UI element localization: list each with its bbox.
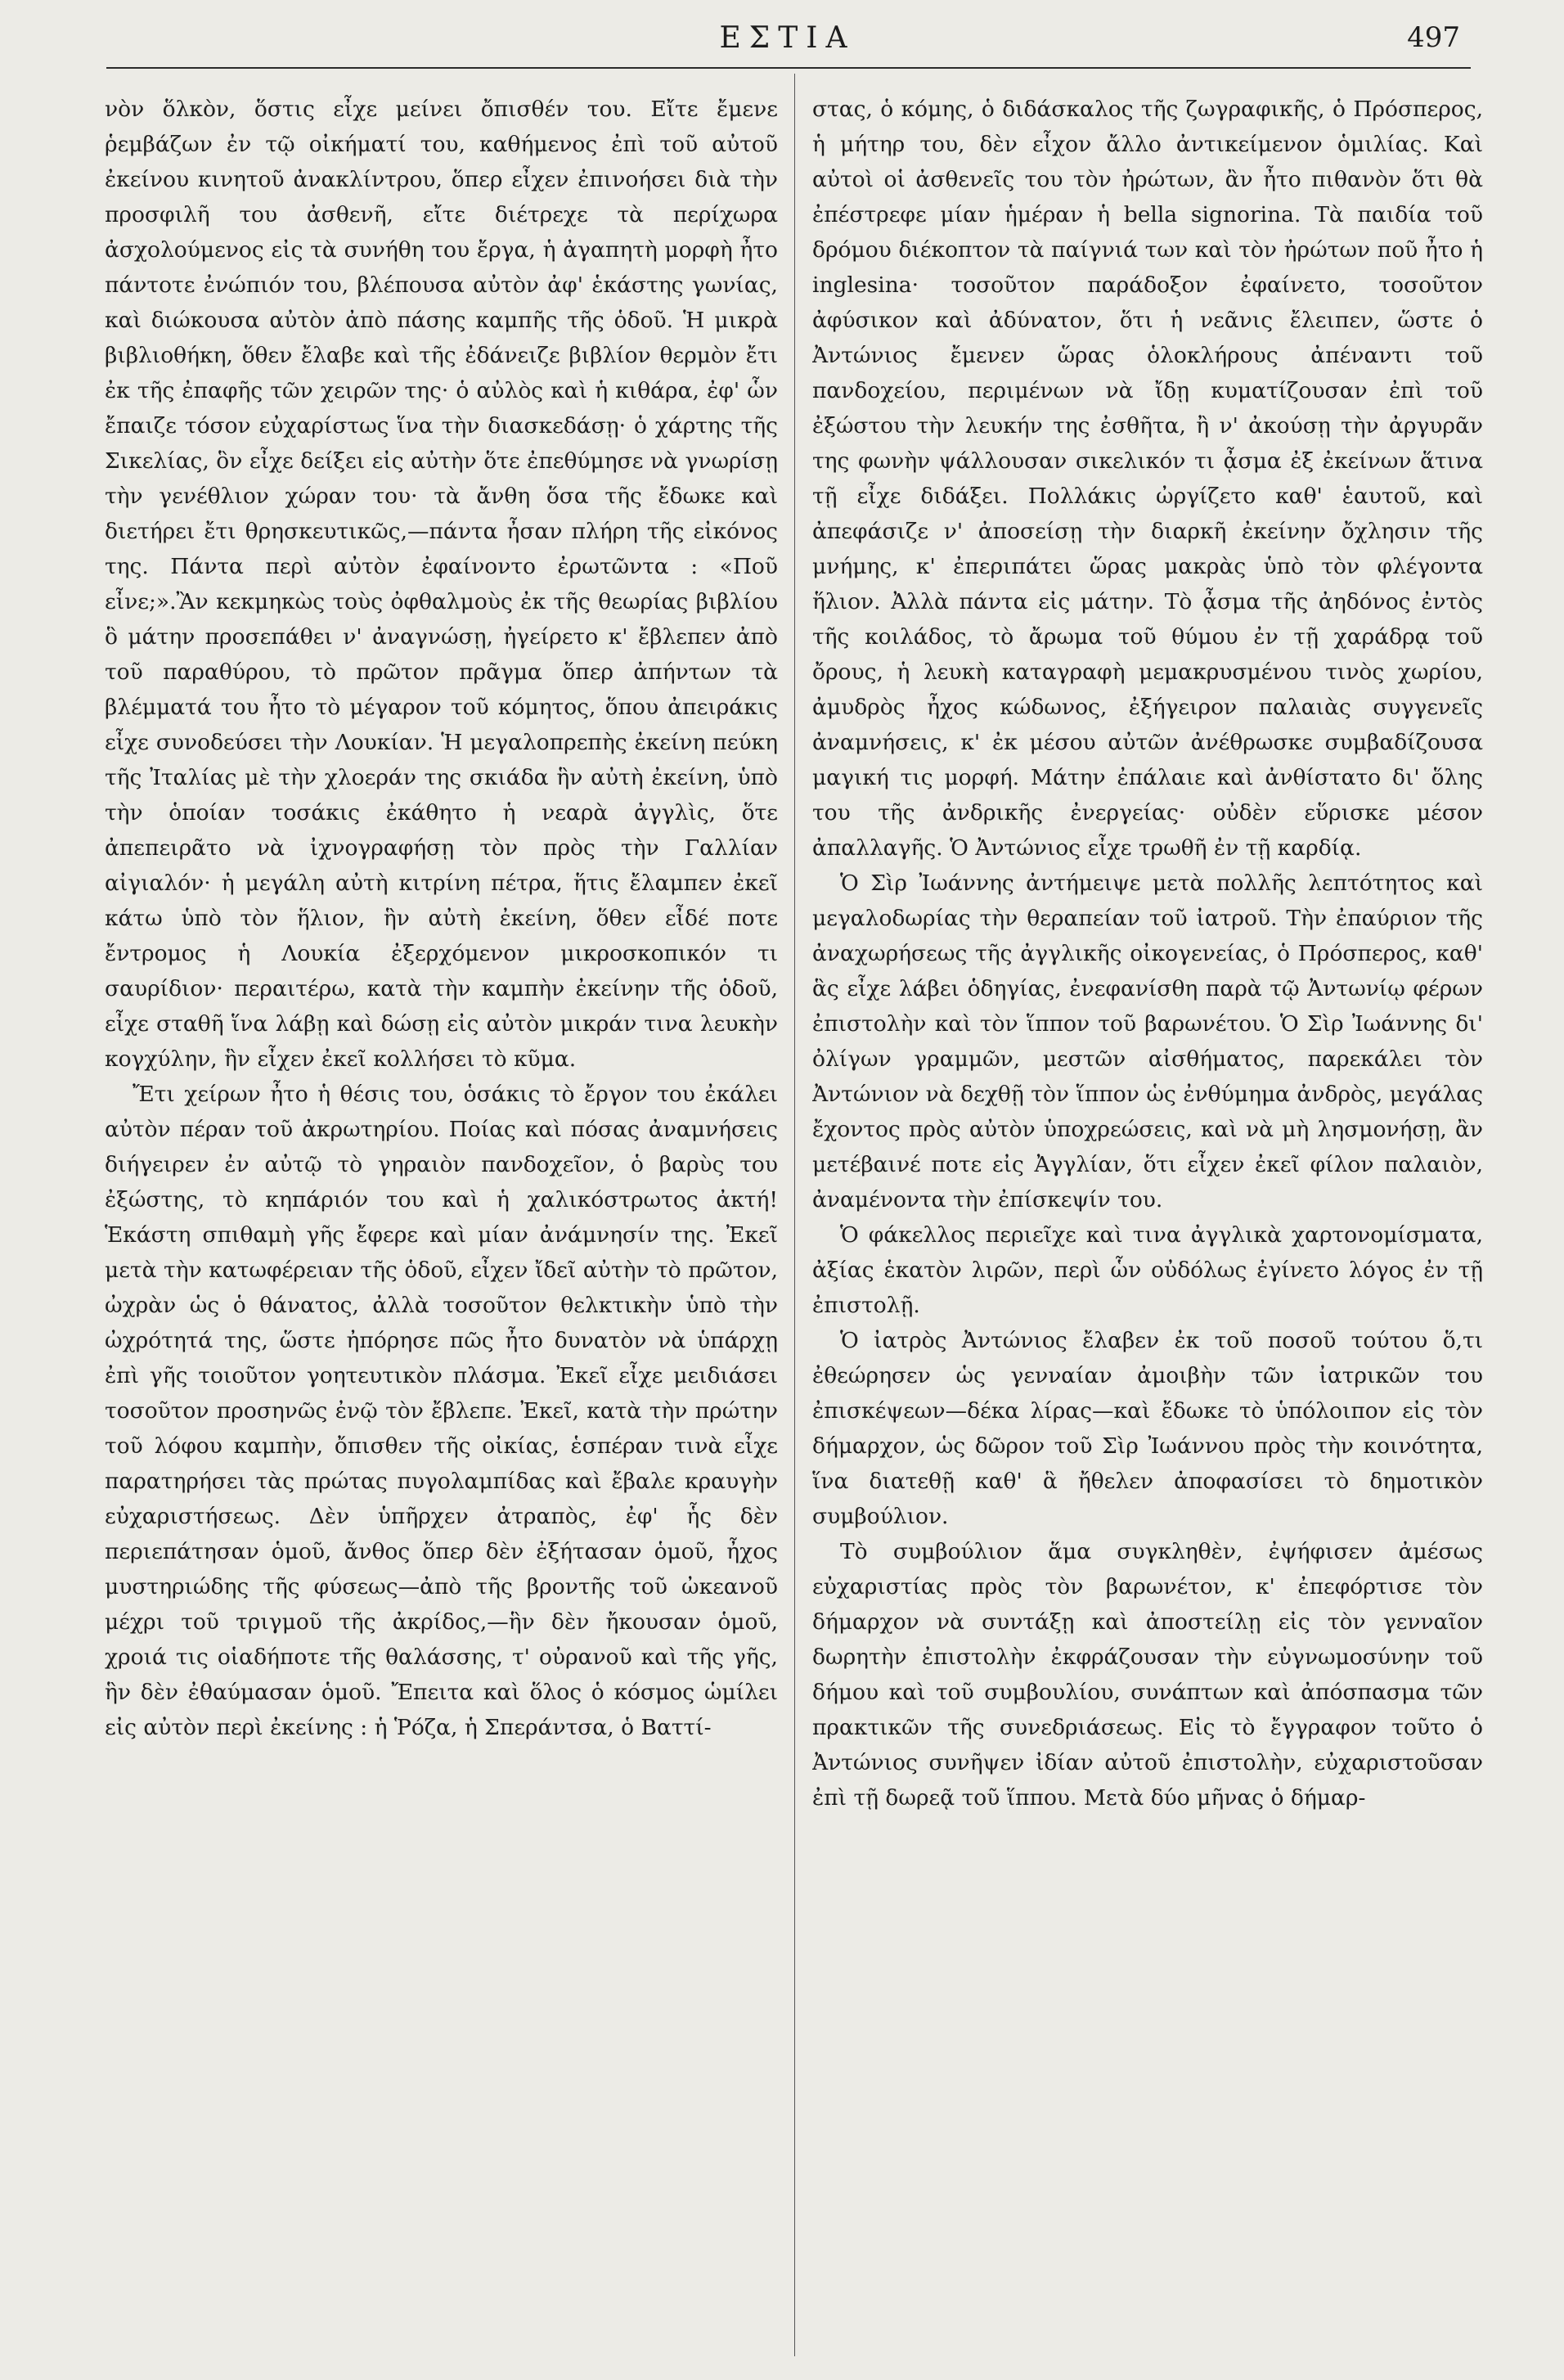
paragraph: Τὸ συμβούλιον ἅμα συγκληθὲν, ἐψήφισεν ἀμέσως εὐχαριστίας πρὸς τὸν βαρωνέτον, κ' ἐπεφόρτισε τὸν δήμαρχον νὰ συντάξῃ καὶ ἀποστείλῃ εἰς τὸν γενναῖον δωρητὴν ἐπιστολὴν ἐκφράζουσαν τὴν εὐγνωμοσύνην τοῦ δήμου καὶ τοῦ συμβουλίου, συνάπτων καὶ ἀπόσπασμα τῶν πρακτικῶν τῆς συνεδριάσεως. Εἰς τὸ ἔγγραφον τοῦτο ὁ Ἀντώνιος συνῆψεν ἰδίαν αὐτοῦ ἐπιστολὴν, εὐχαριστοῦσαν ἐπὶ τῇ δωρεᾷ τοῦ ἵππου. Μετὰ δύο μῆνας ὁ δήμαρ-	[812, 1539, 1483, 1811]
journal-title: ΕΣΤΙΑ	[719, 21, 856, 55]
paragraph: Ὁ ἰατρὸς Ἀντώνιος ἔλαβεν ἐκ τοῦ ποσοῦ τούτου ὅ,τι ἐθεώρησεν ὡς γενναίαν ἀμοιβὴν τῶν ἰατρικῶν του ἐπισκέψεων—δέκα λίρας—καὶ ἔδωκε τὸ ὑπόλοιπον εἰς τὸν δήμαρχον, ὡς δῶρον τοῦ Σὶρ Ἰωάννου πρὸς τὴν κοινότητα, ἵνα διατεθῇ καθ' ἃ ἤθελεν ἀποφασίσει τὸ δημοτικὸν συμβούλιον.	[812, 1328, 1483, 1529]
header-rule	[106, 67, 1471, 69]
left-column	[105, 92, 778, 2358]
paragraph: νὸν ὅλκὸν, ὅστις εἶχε μείνει ὄπισθέν του. Εἴτε ἔμενε ῥεμβάζων ἐν τῷ οἰκήματί του, καθήμενος ἐπὶ τοῦ αὐτοῦ ἐκείνου κινητοῦ ἀνακλίντρου, ὅπερ εἶχεν ἐπινοήσει διὰ τὴν προσφιλῆ του ἀσθενῆ, εἴτε διέτρεχε τὰ περίχωρα ἀσχολούμενος εἰς τὰ συνήθη του ἔργα, ἡ ἀγαπητὴ μορφὴ ἦτο πάντοτε ἐνώπιόν του, βλέπουσα αὐτὸν ἀφ' ἑκάστης γωνίας, καὶ διώκουσα αὐτὸν ἀπὸ πάσης καμπῆς τῆς ὁδοῦ. Ἡ μικρὰ βιβλιοθήκη, ὅθεν ἔλαβε καὶ τῆς ἐδάνειζε βιβλίον θερμὸν ἔτι ἐκ τῆς ἐπαφῆς τῶν χειρῶν της· ὁ αὐλὸς καὶ ἡ κιθάρα, ἐφ' ὧν ἔπαιζε τόσον εὐχαρίστως ἵνα τὴν διασκεδάσῃ· ὁ χάρτης τῆς Σικελίας, ὃν εἶχε δείξει εἰς αὐτὴν ὅτε ἐπεθύμησε νὰ γνωρίσῃ τὴν γενέθλιον χώραν του· τὰ ἄνθη ὅσα τῆς ἔδωκε καὶ διετήρει ἔτι θρησκευτικῶς,—πάντα ἦσαν πλήρη τῆς εἰκόνος της. Πάντα περὶ αὐτὸν ἐφαίνοντο ἐρωτῶντα : «Ποῦ εἶνε;».Ἂν κεκμηκὼς τοὺς ὀφθαλμοὺς ἐκ τῆς θεωρίας βιβλίου ὃ μάτην προσεπάθει ν' ἀναγνώσῃ, ἠγείρετο κ' ἔβλεπεν ἀπὸ τοῦ παραθύρου, τὸ πρῶτον πρᾶγμα ὅπερ ἀπήντων τὰ βλέμματά του ἦτο τὸ μέγαρον τοῦ κόμητος, ὅπου ἀπειράκις εἶχε συνοδεύσει τὴν Λουκίαν. Ἡ μεγαλοπρεπὴς ἐκείνη πεύκη τῆς Ἰταλίας μὲ τὴν χλοεράν της σκιάδα ἣν αὐτὴ ἐκείνη, ὑπὸ τὴν ὁποίαν τοσάκις ἐκάθητο ἡ νεαρὰ ἀγγλὶς, ὅτε ἀπεπειρᾶτο νὰ ἰχνογραφήσῃ τὸν πρὸς τὴν Γαλλίαν αἰγιαλόν· ἡ μεγάλη αὐτὴ κιτρίνη πέτρα, ἥτις ἔλαμπεν ἐκεῖ κάτω ὑπὸ τὸν ἥλιον, ἣν αὐτὴ ἐκείνη, ὅθεν εἶδέ ποτε ἔντρομος ἡ Λουκία ἐξερχόμενον μικροσκοπικόν τι σαυρίδιον· περαιτέρω, κατὰ τὴν καμπὴν ἐκείνην τῆς ὁδοῦ, εἶχε σταθῆ ἵνα λάβῃ καὶ δώσῃ εἰς αὐτὸν μικράν τινα λευκὴν κογχύλην, ἣν εἶχεν ἐκεῖ κολλήσει τὸ κῦμα.	[105, 97, 778, 1072]
right-column	[812, 92, 1483, 2358]
paragraph: Ἔτι χείρων ἦτο ἡ θέσις του, ὁσάκις τὸ ἔργον του ἐκάλει αὐτὸν πέραν τοῦ ἀκρωτηρίου. Ποίας καὶ πόσας ἀναμνήσεις διήγειρεν ἐν αὐτῷ τὸ γηραιὸν πανδοχεῖον, ὁ βαρὺς του ἐξώστης, τὸ κηπάριόν του καὶ ἡ χαλικόστρωτος ἀκτή! Ἑκάστη σπιθαμὴ γῆς ἔφερε καὶ μίαν ἀνάμνησίν της. Ἐκεῖ μετὰ τὴν κατωφέρειαν τῆς ὁδοῦ, εἶχεν ἴδεῖ αὐτὴν τὸ πρῶτον, ὠχρὰν ὡς ὁ θάνατος, ἀλλὰ τοσοῦτον θελκτικὴν ὑπὸ τὴν ὠχρότητά της, ὥστε ἠπόρησε πῶς ἦτο δυνατὸν νὰ ὑπάρχῃ ἐπὶ γῆς τοιοῦτον γοητευτικὸν πλάσμα. Ἐκεῖ εἶχε μειδιάσει τοσοῦτον προσηνῶς ἐνῷ τὸν ἔβλεπε. Ἐκεῖ, κατὰ τὴν πρώτην τοῦ λόφου καμπὴν, ὄπισθεν τῆς οἰκίας, ἑσπέραν τινὰ εἶχε παρατηρήσει τὰς πρώτας πυγολαμπίδας καὶ ἔβαλε κραυγὴν εὐχαριστήσεως. Δὲν ὑπῆρχεν ἀτραπὸς, ἐφ' ἧς δὲν περιεπάτησαν ὁμοῦ, ἄνθος ὅπερ δὲν ἐξήτασαν ὁμοῦ, ἦχος μυστηριώδης τῆς φύσεως—ἀπὸ τῆς βροντῆς τοῦ ὠκεανοῦ μέχρι τοῦ τριγμοῦ τῆς ἀκρίδος,—ἣν δὲν ἤκουσαν ὁμοῦ, χροιά τις οἱαδήποτε τῆς θαλάσσης, τ' οὐρανοῦ καὶ τῆς γῆς, ἣν δὲν ἐθαύμασαν ὁμοῦ. Ἔπειτα καὶ ὅλος ὁ κόσμος ὡμίλει εἰς αὐτὸν περὶ ἐκείνης : ἡ Ῥόζα, ἡ Σπεράντσα, ὁ Βαττί-	[105, 1082, 778, 1740]
paragraph: Ὁ φάκελλος περιεῖχε καὶ τινα ἀγγλικὰ χαρτονομίσματα, ἀξίας ἑκατὸν λιρῶν, περὶ ὧν οὐδόλως ἐγίνετο λόγος ἐν τῇ ἐπιστολῇ.	[812, 1222, 1483, 1318]
paragraph: Ὁ Σὶρ Ἰωάννης ἀντήμειψε μετὰ πολλῆς λεπτότητος καὶ μεγαλοδωρίας τὴν θεραπείαν τοῦ ἰατροῦ. Τὴν ἐπαύριον τῆς ἀναχωρήσεως τῆς ἀγγλικῆς οἰκογενείας, ὁ Πρόσπερος, καθ' ἃς εἶχε λάβει ὁδηγίας, ἐνεφανίσθη παρὰ τῷ Ἀντωνίῳ φέρων ἐπιστολὴν καὶ τὸν ἵππον τοῦ βαρωνέτου. Ὁ Σὶρ Ἰωάννης δι' ὀλίγων γραμμῶν, μεστῶν αἰσθήματος, παρεκάλει τὸν Ἀντώνιον νὰ δεχθῇ τὸν ἵππον ὡς ἐνθύμημα ἀνδρὸς, μεγάλας ἔχοντος πρὸς αὐτὸν ὑποχρεώσεις, καὶ νὰ μὴ λησμονήσῃ, ἂν μετέβαινέ ποτε εἰς Ἀγγλίαν, ὅτι εἶχεν ἐκεῖ φίλον παλαιὸν, ἀναμένοντα τὴν ἐπίσκεψίν του.	[812, 871, 1483, 1212]
column-divider	[794, 74, 795, 2356]
page-header	[106, 15, 1468, 64]
paragraph: στας, ὁ κόμης, ὁ διδάσκαλος τῆς ζωγραφικῆς, ὁ Πρόσπερος, ἡ μήτηρ του, δὲν εἶχον ἄλλο ἀντικείμενον ὁμιλίας. Καὶ αὐτοὶ οἱ ἀσθενεῖς του τὸν ἠρώτων, ἂν ἦτο πιθανὸν ὅτι θὰ ἐπέστρεφε μίαν ἡμέραν ἡ bella signorina. Τὰ παιδία τοῦ δρόμου διέκοπτον τὰ παίγνιά των καὶ τὸν ἠρώτων ποῦ ἦτο ἡ inglesina· τοσοῦτον παράδοξον ἐφαίνετο, τοσοῦτον ἀφύσικον καὶ ἀδύνατον, ὅτι ἡ νεᾶνις ἔλειπεν, ὥστε ὁ Ἀντώνιος ἔμενεν ὥρας ὁλοκλήρους ἀπέναντι τοῦ πανδοχείου, περιμένων νὰ ἴδῃ κυματίζουσαν ἐπὶ τοῦ ἐξώστου τὴν λευκήν της ἐσθῆτα, ἢ ν' ἀκούσῃ τὴν ἀργυρᾶν της φωνὴν ψάλλουσαν σικελικόν τι ᾆσμα ἐξ ἐκείνων ἅτινα τῇ εἶχε διδάξει. Πολλάκις ὠργίζετο καθ' ἑαυτοῦ, καὶ ἀπεφάσιζε ν' ἀποσείσῃ τὴν διαρκῆ ἐκείνην ὄχλησιν τῆς μνήμης, κ' ἐπεριπάτει ὥρας μακρὰς ὑπὸ τὸν φλέγοντα ἥλιον. Ἀλλὰ πάντα εἰς μάτην. Τὸ ᾆσμα τῆς ἀηδόνος ἐντὸς τῆς κοιλάδος, τὸ ἄρωμα τοῦ θύμου ἐν τῇ χαράδρᾳ τοῦ ὄρους, ἡ λευκὴ καταγραφὴ μεμακρυσμένου τινὸς χωρίου, ἀμυδρὸς ἦχος κώδωνος, ἐξήγειρον παλαιὰς συγγενεῖς ἀναμνήσεις, κ' ἐκ μέσου αὐτῶν ἀνέθρωσκε συμβαδίζουσα μαγική τις μορφή. Μάτην ἐπάλαιε καὶ ἀνθίστατο δι' ὅλης του τῆς ἀνδρικῆς ἐνεργείας· οὐδὲν εὕρισκε μέσον ἀπαλλαγῆς. Ὁ Ἀντώνιος εἶχε τρωθῆ ἐν τῇ καρδίᾳ.	[812, 97, 1483, 861]
page-number: 497	[1407, 21, 1460, 54]
